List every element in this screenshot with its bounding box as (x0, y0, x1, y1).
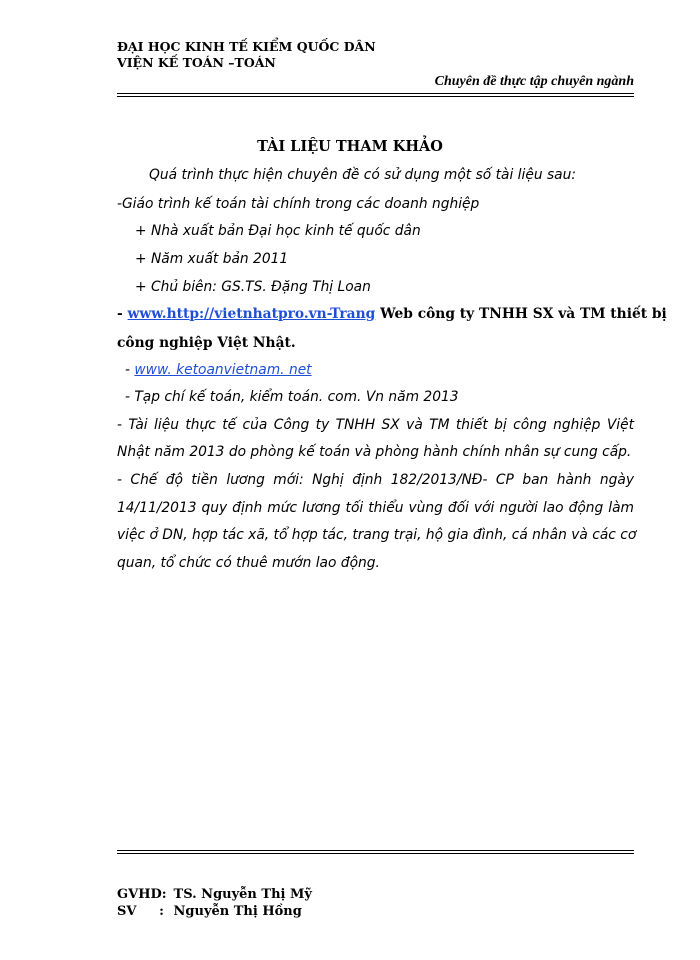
supervisor-name: TS. Nguyễn Thị Mỹ (173, 887, 312, 902)
reference-3-dash: - (125, 362, 130, 378)
student-name: Nguyễn Thị Hồng (173, 904, 302, 919)
header-rule-bottom (117, 96, 634, 97)
intro-text: Quá trình thực hiện chuyên đề có sử dụng một số tài liệu sau: (149, 167, 577, 183)
topic-label: Chuyên đề thực tập chuyên ngành (434, 74, 634, 89)
footer-rule-bottom (117, 853, 634, 854)
footer-rule-top (117, 850, 634, 851)
reference-6-line-4: quan, tổ chức có thuê mướn lao động. (117, 555, 380, 571)
reference-6-line-3: việc ở DN, hợp tác xã, tổ hợp tác, trang trại, hộ gia đình, cá nhân và các cơ (117, 527, 637, 543)
reference-2-line-2: công nghiệp Việt Nhật. (117, 335, 296, 351)
student-label: SV : (117, 904, 164, 919)
reference-4: - Tạp chí kế toán, kiểm toán. com. Vn năm 2013 (125, 389, 459, 405)
university-name: ĐẠI HỌC KINH TẾ KIỂM QUỐC DÂN (117, 39, 376, 54)
reference-2-link[interactable]: www.http://vietnhatpro.vn-Trang (127, 306, 376, 322)
institute-name: VIỆN KẾ TOÁN –TOÁN (117, 55, 276, 70)
reference-2-line-1 (117, 306, 667, 322)
supervisor-line (117, 887, 312, 902)
reference-1-year: + Năm xuất bản 2011 (135, 251, 289, 267)
reference-1: -Giáo trình kế toán tài chính trong các doanh nghiệp (117, 196, 480, 212)
reference-6-line-1: - Chế độ tiền lương mới: Nghị định 182/2013/NĐ- CP ban hành ngày (117, 472, 634, 488)
reference-3-link[interactable]: www. ketoanvietnam. net (134, 362, 312, 378)
header-left (117, 39, 376, 71)
reference-2-dash: - (117, 306, 123, 322)
student-line (117, 904, 302, 919)
reference-5-line-1: - Tài liệu thực tế của Công ty TNHH SX và TM thiết bị công nghiệp Việt (117, 417, 634, 433)
reference-1-editor: + Chủ biên: GS.TS. Đặng Thị Loan (135, 279, 371, 295)
reference-3 (125, 362, 312, 378)
supervisor-label: GVHD: (117, 887, 167, 902)
header-rule-top (117, 93, 634, 94)
reference-1-publisher: + Nhà xuất bản Đại học kinh tế quốc dân (135, 223, 421, 239)
reference-5-line-2: Nhật năm 2013 do phòng kế toán và phòng hành chính nhân sự cung cấp. (117, 444, 632, 460)
page-title: TÀI LIỆU THAM KHẢO (257, 138, 443, 155)
reference-2-text: Web công ty TNHH SX và TM thiết bị (380, 306, 667, 322)
reference-6-line-2: 14/11/2013 quy định mức lương tối thiểu vùng đối với người lao động làm (117, 500, 634, 516)
